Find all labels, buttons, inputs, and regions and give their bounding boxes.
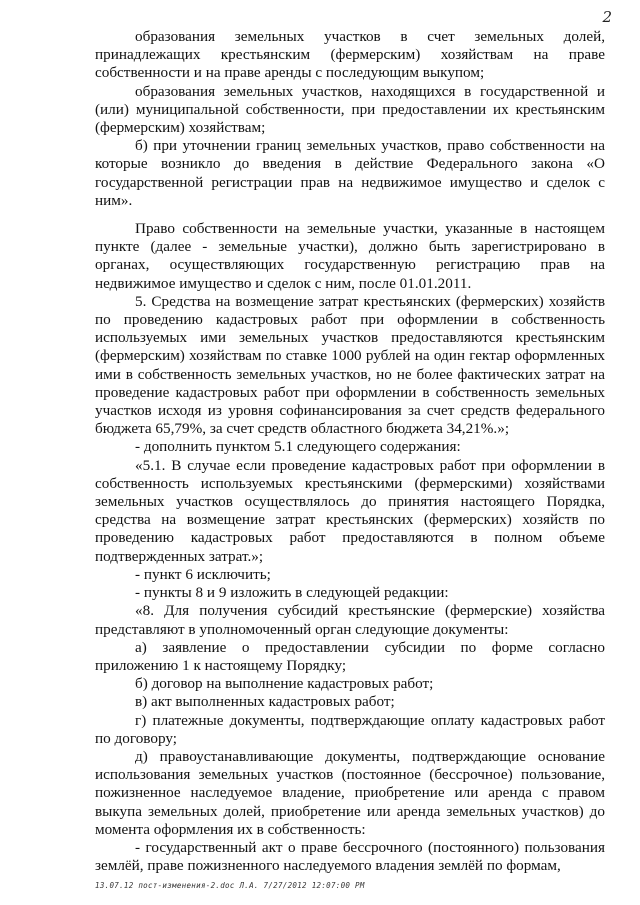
document-footer: 13.07.12 пост-изменения-2.doc Л.А. 7/27/2012 12:07:00 PM bbox=[95, 881, 365, 890]
paragraph-3: б) при уточнении границ земельных участков, право собственности на которые возникло до введения в действие Федерального закона «О государственной регистрации прав на недвижимое имущество и сделок с ним». bbox=[95, 137, 605, 209]
paragraph-11: а) заявление о предоставлении субсидии по форме согласно приложению 1 к настоящему Порядку; bbox=[95, 638, 605, 674]
paragraph-8: - пункт 6 исключить; bbox=[135, 565, 271, 583]
paragraph-5: 5. Средства на возмещение затрат крестьянских (фермерских) хозяйств по проведению кадастровых работ при оформлении в собственность используемых ими земельных участков предоставляются крестьянским (фермерским) хозяйствам по ставке 1000 рублей на один гектар оформленных ими в собственность земельных участков, но не более фактических затрат на проведение кадастровых работ при оформлении в собственность земельных участков исходя из уровня софинансирования за счет средств федерального бюджета 65,79%, за счет средств областного бюджета 34,21%.»; bbox=[95, 292, 605, 438]
page-number: 2 bbox=[602, 8, 612, 26]
paragraph-6: - дополнить пунктом 5.1 следующего содержания: bbox=[135, 438, 461, 456]
paragraph-9: - пункты 8 и 9 изложить в следующей редакции: bbox=[135, 584, 449, 602]
paragraph-2: образования земельных участков, находящихся в государственной и (или) муниципальной собственности, при предоставлении их крестьянским (фермерским) хозяйствам; bbox=[95, 82, 605, 137]
paragraph-10: «8. Для получения субсидий крестьянские (фермерские) хозяйства представляют в уполномоченный орган следующие документы: bbox=[95, 602, 605, 638]
paragraph-13: в) акт выполненных кадастровых работ; bbox=[135, 693, 395, 711]
document-body bbox=[95, 28, 605, 875]
paragraph-7: «5.1. В случае если проведение кадастровых работ при оформлении в собственность используемых крестьянскими (фермерскими) хозяйствами земельных участков осуществлялось до принятия настоящего Порядка, средства на возмещение затрат крестьянских (фермерских) хозяйств по проведению кадастровых работ предоставляются в полном объеме подтвержденных затрат.»; bbox=[95, 456, 605, 565]
paragraph-4: Право собственности на земельные участки, указанные в настоящем пункте (далее - земельные участки), должно быть зарегистрировано в органах, осуществляющих государственную регистрацию прав на недвижимое имущество и сделок с ним, после 01.01.2011. bbox=[95, 220, 605, 292]
paragraph-14: г) платежные документы, подтверждающие оплату кадастровых работ по договору; bbox=[95, 711, 605, 747]
paragraph-16: - государственный акт о праве бессрочного (постоянного) пользования землёй, праве пожизненного наследуемого владения землёй по формам, bbox=[95, 838, 605, 875]
paragraph-15: д) правоустанавливающие документы, подтверждающие основание использования земельных участков (постоянное (бессрочное) пользование, пожизненное наследуемое владение, приобретение или аренда с правом выкупа земельных долей, приобретение или аренда земельных участков) до момента оформления их в собственность: bbox=[95, 747, 605, 838]
paragraph-1: образования земельных участков в счет земельных долей, принадлежащих крестьянским (фермерским) хозяйствам на праве собственности и на праве аренды с последующим выкупом; bbox=[95, 28, 605, 82]
paragraph-12: б) договор на выполнение кадастровых работ; bbox=[135, 675, 434, 693]
